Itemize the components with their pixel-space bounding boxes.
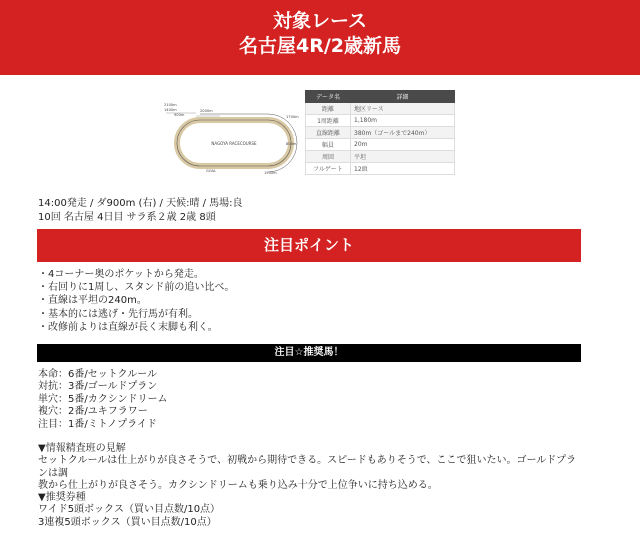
table-key: 周回	[306, 151, 351, 163]
course-label-900: 900m	[174, 113, 185, 117]
table-value: 12頭	[351, 163, 455, 175]
table-value: 平坦	[351, 151, 455, 163]
race-title-name: 名古屋4R/2歳新馬	[238, 35, 401, 57]
list-item: ・改修前よりは直線が長く末脚も利く。	[38, 321, 218, 333]
course-map	[160, 90, 300, 174]
course-label-1700: 1700m	[286, 115, 299, 119]
list-item: 複穴：2番/ユキフラワー	[38, 406, 148, 418]
table-value: 1,180m	[351, 115, 455, 127]
list-item: ・4コーナー奥のポケットから発走。	[38, 269, 204, 280]
table-key: 1周距離	[306, 115, 351, 127]
attention-points-header: 注目ポイント	[37, 229, 581, 262]
list-item: 本命：6番/セットクルール	[38, 369, 158, 380]
race-title-banner	[0, 0, 640, 75]
recommended-horses-header: 注目☆推奨馬！	[37, 344, 581, 362]
table-value: 20m	[351, 139, 455, 151]
bet-types-section	[38, 492, 220, 529]
list-item: ・基本的には逃げ・先行馬が有利。	[38, 308, 198, 320]
list-item: 単穴：5番/カクシンドリーム	[38, 393, 168, 405]
list-item: ・右回りに1周し、スタンド前の追い比べ。	[38, 282, 235, 294]
table-value: 380m（ゴールまで240m）	[351, 127, 455, 139]
table-key: 直線距離	[306, 127, 351, 139]
course-label-2000: 2000m	[200, 109, 213, 113]
course-name: NAGOYA RACECOURSE	[211, 141, 257, 146]
course-label-1400: 1400m	[164, 108, 177, 112]
race-title-label: 対象レース	[272, 10, 368, 32]
race-info-conditions: 14:00発走 / ダ900m (右) / 天候:晴 / 馬場:良	[38, 198, 243, 209]
table-value: 地区リース	[351, 103, 455, 115]
table-key: フルゲート	[306, 163, 351, 175]
bet-type-item: 3連複5頭ボックス（買い目点数/10点）	[38, 516, 217, 528]
attention-points-list	[38, 268, 234, 334]
analysis-text: 教から仕上がりが良さそう。カクシンドリームも乗り込み十分で上位争いに持ち込める。	[38, 480, 438, 492]
table-header: 詳細	[351, 91, 455, 103]
bet-types-heading: ▼推奨券種	[38, 492, 86, 503]
recommended-horses-list	[38, 369, 167, 431]
analysis-text: セットクルールは仕上がりが良さそうで、初戦から期待できる。スピードもありそうで、ここで狙いたい。ゴールドプランは調	[38, 455, 576, 479]
list-item: 対抗：3番/ゴールドプラン	[38, 381, 158, 393]
course-label-800: 800m	[286, 142, 297, 146]
list-item: ・直線は平坦の240m。	[38, 295, 147, 307]
analysis-section	[38, 443, 583, 493]
analysis-heading: ▼情報精査班の見解	[38, 443, 126, 454]
bet-type-item: ワイド5頭ボックス（買い目点数/10点）	[38, 504, 221, 516]
course-label-1500: 1500m	[264, 171, 277, 174]
table-key: 幅員	[306, 139, 351, 151]
table-header: データ名	[306, 91, 351, 103]
course-data-table	[305, 90, 455, 175]
race-info-meeting: 10回 名古屋 4日目 サラ系２歳 2歳 8頭	[38, 212, 216, 223]
list-item: 注目：1番/ミトノプライド	[38, 418, 157, 430]
race-info	[38, 197, 243, 225]
table-key: 距離	[306, 103, 351, 115]
course-label-2100: 2100m	[164, 103, 177, 107]
course-label-goal: GOAL	[206, 169, 217, 173]
